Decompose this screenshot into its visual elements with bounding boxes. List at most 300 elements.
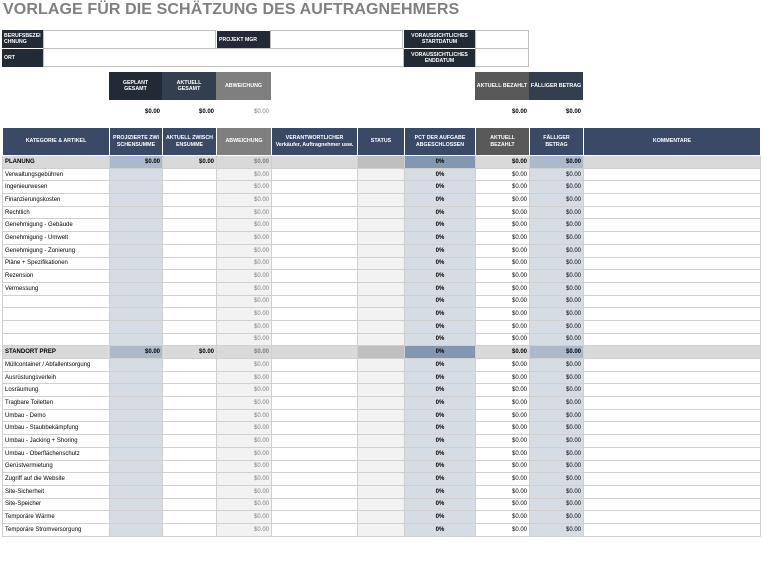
cell-actual[interactable] [163,511,217,524]
cell-paid[interactable]: $0.00 [476,282,530,295]
deviation-header: ABWEICHUNG [216,72,271,100]
cell-paid[interactable]: $0.00 [476,498,530,511]
cell-status[interactable] [358,346,405,359]
cell-paid[interactable]: $0.00 [476,257,530,270]
cell-category[interactable]: Pläne + Spezifikationen [3,257,110,270]
cell-pct[interactable]: 0% [405,257,476,270]
cell-pct[interactable]: 0% [405,371,476,384]
cell-responsible[interactable] [272,473,358,486]
cell-category[interactable]: Umbau - Demo [3,409,110,422]
cell-projected[interactable] [110,270,163,283]
cell-status[interactable] [358,219,405,232]
cell-comments[interactable] [584,511,761,524]
cell-category[interactable]: Rechtlich [3,206,110,219]
cell-actual[interactable] [163,232,217,245]
cell-responsible[interactable] [272,308,358,321]
cell-deviation: $0.00 [217,511,272,524]
cell-paid[interactable]: $0.00 [476,333,530,346]
cell-responsible[interactable] [272,320,358,333]
cell-status[interactable] [358,473,405,486]
cell-responsible[interactable] [272,194,358,207]
table-row [3,422,761,435]
cell-paid[interactable]: $0.00 [476,447,530,460]
cell-responsible[interactable] [272,219,358,232]
cell-actual[interactable] [163,194,217,207]
cell-pct[interactable]: 0% [405,219,476,232]
cell-pct[interactable]: 0% [405,346,476,359]
cell-actual[interactable] [163,359,217,372]
cell-responsible[interactable] [272,498,358,511]
cell-category[interactable]: Gerüstvermietung [3,460,110,473]
cell-comments[interactable] [584,206,761,219]
cell-projected[interactable]: $0.00 [110,346,163,359]
cell-projected[interactable]: $0.00 [110,156,163,169]
cell-deviation: $0.00 [217,333,272,346]
cell-category[interactable]: Temporäre Stromversorgung [3,523,110,536]
cell-actual[interactable] [163,485,217,498]
actual-total-value: $0.00 [198,109,214,115]
cell-actual[interactable] [163,308,217,321]
cell-actual[interactable] [163,244,217,257]
cell-comments[interactable] [584,156,761,169]
cell-status[interactable] [358,397,405,410]
cell-due: $0.00 [530,447,584,460]
cell-paid[interactable]: $0.00 [476,473,530,486]
table-row [3,409,761,422]
cell-deviation: $0.00 [217,498,272,511]
cell-responsible[interactable] [272,282,358,295]
cell-category[interactable]: Umbau - Staubbekämpfung [3,422,110,435]
cell-due: $0.00 [530,232,584,245]
cell-responsible[interactable] [272,244,358,257]
cell-category[interactable]: Temporäre Wärme [3,511,110,524]
cell-category[interactable] [3,308,110,321]
cell-paid[interactable]: $0.00 [476,194,530,207]
cell-actual[interactable] [163,409,217,422]
actual-paid-header: AKTUELL BEZAHLT [475,72,529,100]
cell-status[interactable] [358,194,405,207]
cell-actual[interactable]: $0.00 [163,346,217,359]
cell-actual[interactable] [163,333,217,346]
cell-actual[interactable] [163,435,217,448]
cell-projected[interactable] [110,409,163,422]
cell-paid[interactable]: $0.00 [476,308,530,321]
cell-comments[interactable] [584,435,761,448]
cell-responsible[interactable] [272,409,358,422]
cell-comments[interactable] [584,181,761,194]
cell-comments[interactable] [584,422,761,435]
cell-projected[interactable] [110,219,163,232]
cell-responsible[interactable] [272,523,358,536]
cell-status[interactable] [358,156,405,169]
cell-category[interactable]: Tragbare Toiletten [3,397,110,410]
cell-responsible[interactable] [272,206,358,219]
cell-category[interactable]: Genehmigung - Umwelt [3,232,110,245]
cell-pct[interactable]: 0% [405,422,476,435]
cell-status[interactable] [358,498,405,511]
cell-pct[interactable]: 0% [405,498,476,511]
section-row [3,346,761,359]
cell-paid[interactable]: $0.00 [476,244,530,257]
project-mgr-field[interactable] [270,30,403,49]
table-row [3,320,761,333]
cell-paid[interactable]: $0.00 [476,168,530,181]
cell-deviation: $0.00 [217,422,272,435]
cell-status[interactable] [358,295,405,308]
cell-paid[interactable]: $0.00 [476,270,530,283]
cell-projected[interactable] [110,498,163,511]
cell-category[interactable]: Genehmigung - Zonierung [3,244,110,257]
cell-comments[interactable] [584,295,761,308]
cell-paid[interactable]: $0.00 [476,435,530,448]
table-row [3,270,761,283]
cell-comments[interactable] [584,308,761,321]
col-pct: PCT DER AUFGABE ABGESCHLOSSEN [405,128,476,156]
cell-status[interactable] [358,460,405,473]
cell-paid[interactable]: $0.00 [476,384,530,397]
cell-pct[interactable]: 0% [405,511,476,524]
cell-actual[interactable] [163,320,217,333]
cell-status[interactable] [358,181,405,194]
cell-category[interactable]: Vermessung [3,282,110,295]
cell-due: $0.00 [530,320,584,333]
cell-category[interactable]: STANDORT PREP [3,346,110,359]
cell-responsible[interactable] [272,447,358,460]
cell-pct[interactable]: 0% [405,156,476,169]
cell-status[interactable] [358,232,405,245]
cell-status[interactable] [358,523,405,536]
cell-comments[interactable] [584,244,761,257]
cell-pct[interactable]: 0% [405,282,476,295]
cell-comments[interactable] [584,270,761,283]
cell-responsible[interactable] [272,460,358,473]
cell-category[interactable]: Umbau - Oberflächenschutz [3,447,110,460]
cell-comments[interactable] [584,232,761,245]
cell-status[interactable] [358,435,405,448]
cell-responsible[interactable] [272,485,358,498]
cell-category[interactable]: Ingenieurwesen [3,181,110,194]
cell-deviation: $0.00 [217,156,272,169]
cell-paid[interactable]: $0.00 [476,232,530,245]
cell-projected[interactable] [110,523,163,536]
col-category: KATEGORIE & ARTIKEL [3,128,110,156]
cell-comments[interactable] [584,460,761,473]
cell-pct[interactable]: 0% [405,168,476,181]
cell-paid[interactable]: $0.00 [476,295,530,308]
cell-pct[interactable]: 0% [405,460,476,473]
cell-projected[interactable] [110,206,163,219]
actual-paid-value: $0.00 [511,109,527,115]
cell-status[interactable] [358,409,405,422]
cell-pct[interactable]: 0% [405,194,476,207]
cell-responsible[interactable] [272,168,358,181]
cell-pct[interactable]: 0% [405,244,476,257]
cell-projected[interactable] [110,473,163,486]
cell-pct[interactable]: 0% [405,447,476,460]
cell-pct[interactable]: 0% [405,397,476,410]
cell-comments[interactable] [584,523,761,536]
cell-deviation: $0.00 [217,244,272,257]
cell-responsible[interactable] [272,422,358,435]
cell-responsible[interactable] [272,156,358,169]
cell-category[interactable] [3,320,110,333]
table-row [3,359,761,372]
cell-deviation: $0.00 [217,485,272,498]
cell-projected[interactable] [110,422,163,435]
cell-actual[interactable] [163,460,217,473]
cell-status[interactable] [358,308,405,321]
cell-due: $0.00 [530,156,584,169]
cell-comments[interactable] [584,282,761,295]
cell-projected[interactable] [110,435,163,448]
cell-status[interactable] [358,244,405,257]
col-responsible: VERANTWORTLICHER Verkäufer, Auftragnehmer usw. [272,128,358,156]
cell-responsible[interactable] [272,333,358,346]
cell-status[interactable] [358,371,405,384]
cell-actual[interactable] [163,498,217,511]
cell-pct[interactable]: 0% [405,359,476,372]
cell-deviation: $0.00 [217,308,272,321]
cell-paid[interactable]: $0.00 [476,156,530,169]
job-field[interactable] [43,30,216,49]
cell-projected[interactable] [110,295,163,308]
cell-actual[interactable] [163,397,217,410]
cell-responsible[interactable] [272,371,358,384]
cell-category[interactable]: Finanzierungskosten [3,194,110,207]
job-label: BERUFSBEZEICHNUNG [2,30,43,48]
cell-comments[interactable] [584,219,761,232]
cell-status[interactable] [358,282,405,295]
cell-projected[interactable] [110,333,163,346]
cell-responsible[interactable] [272,295,358,308]
cell-status[interactable] [358,485,405,498]
table-row [3,485,761,498]
cell-category[interactable] [3,333,110,346]
cell-pct[interactable]: 0% [405,409,476,422]
cell-status[interactable] [358,257,405,270]
cell-deviation: $0.00 [217,473,272,486]
cell-comments[interactable] [584,409,761,422]
cell-projected[interactable] [110,282,163,295]
cell-due: $0.00 [530,523,584,536]
cell-due: $0.00 [530,473,584,486]
cell-comments[interactable] [584,371,761,384]
cell-responsible[interactable] [272,270,358,283]
table-row [3,206,761,219]
cell-pct[interactable]: 0% [405,435,476,448]
cell-status[interactable] [358,206,405,219]
cell-paid[interactable]: $0.00 [476,181,530,194]
cell-comments[interactable] [584,498,761,511]
cell-comments[interactable] [584,359,761,372]
cell-status[interactable] [358,333,405,346]
cell-paid[interactable]: $0.00 [476,460,530,473]
cell-actual[interactable] [163,384,217,397]
cell-pct[interactable]: 0% [405,523,476,536]
cell-actual[interactable] [163,168,217,181]
cell-status[interactable] [358,168,405,181]
cell-category[interactable]: Umbau - Jacking + Shoring [3,435,110,448]
table-row [3,308,761,321]
cell-comments[interactable] [584,194,761,207]
cell-paid[interactable]: $0.00 [476,523,530,536]
cell-comments[interactable] [584,447,761,460]
cell-comments[interactable] [584,320,761,333]
cell-projected[interactable] [110,371,163,384]
cell-deviation: $0.00 [217,435,272,448]
cell-paid[interactable]: $0.00 [476,485,530,498]
cell-due: $0.00 [530,422,584,435]
cell-actual[interactable] [163,523,217,536]
cell-pct[interactable]: 0% [405,308,476,321]
end-date-field[interactable] [475,48,529,67]
cell-projected[interactable] [110,460,163,473]
cell-paid[interactable]: $0.00 [476,219,530,232]
cell-projected[interactable] [110,257,163,270]
cell-due: $0.00 [530,168,584,181]
cell-category[interactable]: Müllcontainer / Abfallentsorgung [3,359,110,372]
cell-due: $0.00 [530,270,584,283]
cell-projected[interactable] [110,308,163,321]
cell-deviation: $0.00 [217,447,272,460]
cell-projected[interactable] [110,320,163,333]
table-row [3,244,761,257]
cell-actual[interactable] [163,447,217,460]
cell-responsible[interactable] [272,232,358,245]
cell-comments[interactable] [584,485,761,498]
cell-deviation: $0.00 [217,219,272,232]
col-status: STATUS [358,128,405,156]
cell-actual[interactable] [163,181,217,194]
cell-projected[interactable] [110,244,163,257]
cell-category[interactable]: Rezension [3,270,110,283]
cell-category[interactable]: Zugriff auf die Website [3,473,110,486]
cell-status[interactable] [358,511,405,524]
cell-projected[interactable] [110,447,163,460]
table-row [3,232,761,245]
cell-pct[interactable]: 0% [405,473,476,486]
cell-comments[interactable] [584,257,761,270]
cell-actual[interactable] [163,206,217,219]
cell-pct[interactable]: 0% [405,295,476,308]
cell-status[interactable] [358,320,405,333]
cell-paid[interactable]: $0.00 [476,371,530,384]
location-field[interactable] [43,48,404,67]
cell-projected[interactable] [110,168,163,181]
cell-pct[interactable]: 0% [405,206,476,219]
cell-responsible[interactable] [272,181,358,194]
cell-pct[interactable]: 0% [405,270,476,283]
cell-comments[interactable] [584,333,761,346]
cell-paid[interactable]: $0.00 [476,346,530,359]
cell-category[interactable] [3,295,110,308]
cell-responsible[interactable] [272,384,358,397]
cell-comments[interactable] [584,168,761,181]
col-comments: KOMMENTARE [584,128,761,156]
cell-comments[interactable] [584,384,761,397]
cell-category[interactable]: Losräumung [3,384,110,397]
cell-pct[interactable]: 0% [405,384,476,397]
due-value: $0.00 [565,109,581,115]
cell-category[interactable]: Verwaltungsgebühren [3,168,110,181]
cell-projected[interactable] [110,232,163,245]
cell-status[interactable] [358,447,405,460]
cell-responsible[interactable] [272,346,358,359]
cell-projected[interactable] [110,181,163,194]
cell-category[interactable]: Genehmigung - Gebäude [3,219,110,232]
cell-responsible[interactable] [272,257,358,270]
cell-pct[interactable]: 0% [405,320,476,333]
cell-due: $0.00 [530,219,584,232]
table-row [3,511,761,524]
cell-projected[interactable] [110,397,163,410]
cell-projected[interactable] [110,384,163,397]
cell-deviation: $0.00 [217,346,272,359]
cell-comments[interactable] [584,346,761,359]
cell-category[interactable]: Ausrüstungsverleih [3,371,110,384]
cell-actual[interactable] [163,473,217,486]
cell-category[interactable]: Site-Speicher [3,498,110,511]
cell-deviation: $0.00 [217,523,272,536]
cell-actual[interactable] [163,270,217,283]
table-row [3,181,761,194]
cell-pct[interactable]: 0% [405,333,476,346]
cell-comments[interactable] [584,397,761,410]
cell-due: $0.00 [530,371,584,384]
col-projected: PROJIZIERTE ZWISCHENSUMME [110,128,163,156]
cell-actual[interactable] [163,257,217,270]
cell-projected[interactable] [110,485,163,498]
table-row [3,384,761,397]
cell-category[interactable]: Site-Sicherheit [3,485,110,498]
cell-status[interactable] [358,270,405,283]
cell-paid[interactable]: $0.00 [476,320,530,333]
cell-paid[interactable]: $0.00 [476,206,530,219]
cell-actual[interactable] [163,295,217,308]
cell-pct[interactable]: 0% [405,232,476,245]
cell-actual[interactable]: $0.00 [163,156,217,169]
table-row [3,168,761,181]
cell-status[interactable] [358,384,405,397]
start-date-field[interactable] [475,30,529,49]
cell-actual[interactable] [163,422,217,435]
cell-paid[interactable]: $0.00 [476,511,530,524]
cell-paid[interactable]: $0.00 [476,422,530,435]
cell-actual[interactable] [163,282,217,295]
cell-status[interactable] [358,359,405,372]
cell-projected[interactable] [110,511,163,524]
cell-paid[interactable]: $0.00 [476,409,530,422]
cell-due: $0.00 [530,206,584,219]
cell-actual[interactable] [163,219,217,232]
cell-responsible[interactable] [272,397,358,410]
cell-responsible[interactable] [272,511,358,524]
cell-projected[interactable] [110,194,163,207]
cell-responsible[interactable] [272,435,358,448]
cell-status[interactable] [358,422,405,435]
cell-responsible[interactable] [272,359,358,372]
cell-projected[interactable] [110,359,163,372]
cell-comments[interactable] [584,473,761,486]
cell-actual[interactable] [163,371,217,384]
cell-category[interactable]: PLANUNG [3,156,110,169]
cell-pct[interactable]: 0% [405,181,476,194]
cell-paid[interactable]: $0.00 [476,397,530,410]
table-row [3,460,761,473]
actual-total-header: AKTUELL GESAMT [162,72,216,100]
cell-paid[interactable]: $0.00 [476,359,530,372]
cell-pct[interactable]: 0% [405,485,476,498]
